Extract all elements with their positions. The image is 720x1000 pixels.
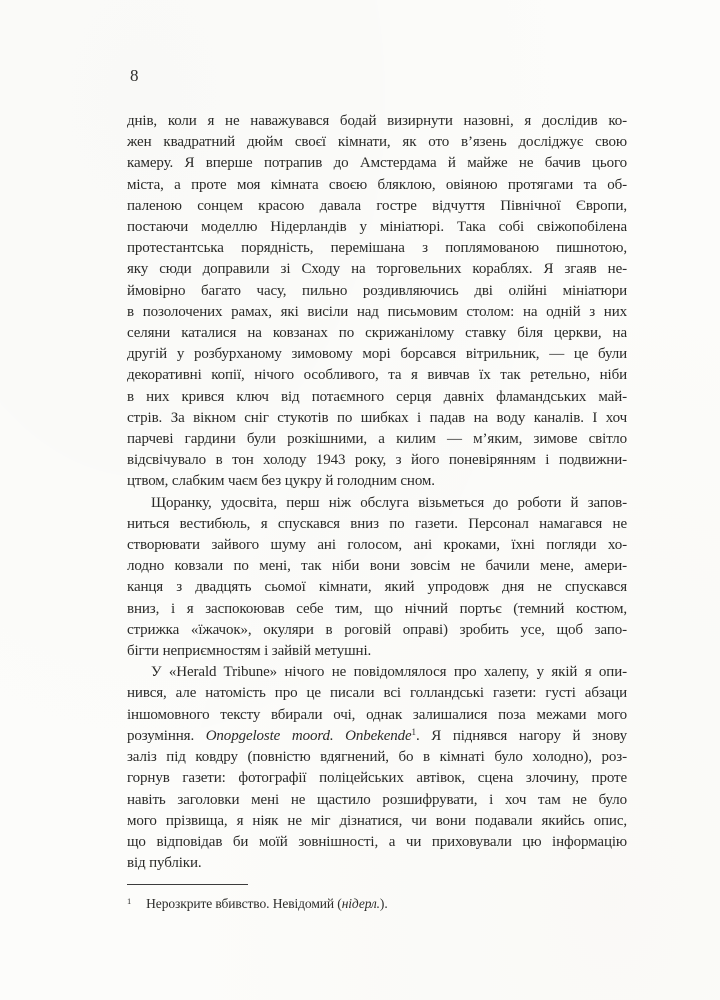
text-line: стрижка «їжачок», окуляри в роговій оправі) зробить усе, щоб запо-: [127, 621, 627, 638]
paragraph: [127, 493, 627, 663]
page-number: 8: [130, 66, 139, 85]
text-line: розуміння. Onopgeloste moord. Onbekende$^1$. Я піднявся нагору й знову: [127, 726, 627, 744]
text-line: нився, але натомість про це писали всі голландські газети: густі абзаци: [127, 685, 627, 702]
text-line: У «Herald Tribune» нічого не повідомлялося про халепу, у якій я опи-: [151, 664, 627, 681]
text-line: міста, а проте моя кімната своєю бляклою, овіяною протягами та об-: [127, 176, 627, 193]
text-line: парчеві гардини були розкішними, а килим — м’яким, зимове світло: [127, 431, 627, 448]
footnote-text-end: ).: [379, 896, 388, 911]
text-line: відсвічувало в тон холоду 1943 року, з його поневірянням і подвижни-: [127, 452, 627, 469]
text-line: паленою сонцем красою давала гостре відчуття Північної Європи,: [127, 197, 627, 214]
text-line: навіть заголовки мені не щастило розшифрувати, і хоч там не було: [127, 791, 627, 808]
text-line: другій у розбурханому зимовому морі борсався вітрильник, — це були: [127, 346, 627, 363]
text-line: вниз, і я заспокоював себе тим, що нічний портьє (темний костюм,: [127, 600, 627, 617]
footnote: [127, 892, 627, 913]
text-line: що відповідав би моїй зовнішності, а чи приховували цю інформацію: [127, 833, 627, 850]
footnote-separator: [127, 884, 248, 885]
text-line: іншомовного тексту вбирали очі, однак залишалися поза межами мого: [127, 706, 627, 723]
text-line: горнув газети: фотографії поліцейських автівок, сцена злочину, проте: [127, 770, 627, 787]
text-line: в них крився ключ від потаємного серця давніх фламандських май-: [127, 388, 627, 405]
text-line: лодно ковзали по мені, так ніби вони зовсім не бачили мене, амери-: [127, 558, 627, 575]
paragraph: [127, 662, 627, 874]
text-line: ниться вестибюль, я спускався вниз по газети. Персонал намагався не: [127, 515, 627, 532]
footnote-marker: 1: [127, 896, 132, 906]
text-line: селяни каталися на ковзанах по скрижанілому ставку біля церкви, на: [127, 325, 627, 342]
body-text: [127, 111, 627, 874]
text-line: постаючи моделлю Нідерландів у мініатюрі. Така собі свіжопобілена: [127, 219, 627, 236]
text-line: камеру. Я вперше потрапив до Амстердама й майже не бачив цього: [127, 155, 627, 172]
footnote-reference: 1: [411, 726, 417, 737]
text-line: створювати зайвого шуму ані голосом, ані кроками, їхні погляди хо-: [127, 537, 627, 554]
foreign-phrase-italic: Onopgeloste moord. Onbekende: [205, 727, 412, 744]
text-line: канця з двадцять сьомої кімнати, який упродовж дня не спускався: [127, 579, 627, 596]
text-line: цтвом, слабким чаєм без цукру й голодним сном.: [127, 473, 435, 490]
text-line: днів, коли я не наважувався бодай визирнути назовні, я дослідив ко-: [127, 113, 627, 129]
text-line: Щоранку, удосвіта, перш ніж обслуга візьметься до роботи й запов-: [151, 494, 627, 511]
text-line: від публіки.: [127, 855, 202, 872]
footnote-text: Нерозкрите вбивство. Невідомий (: [146, 896, 342, 911]
text-line: в позолочених рамах, які висіли над письмовим столом: на одній з них: [127, 303, 627, 320]
text-line: заліз під ковдру (повністю вдягнений, бо в кімнаті було холодно), роз-: [127, 749, 627, 766]
text-line: стрів. За вікном сніг стукотів по шибках і падав на воду каналів. І хоч: [127, 409, 627, 426]
text-line: протестантська порядність, перемішана з поплямованою пишнотою,: [127, 240, 627, 257]
text-line: декоративні копії, нічого особливого, та я вивчав їх так ретельно, ніби: [127, 367, 627, 384]
footnote-language-label: нідерл.: [341, 896, 380, 911]
paragraph: [127, 111, 627, 493]
text-line: жен квадратний дюйм своєї кімнати, як ото в’язень досліджує свою: [127, 134, 627, 151]
text-line: бігти неприємностям і зайвій метушні.: [127, 643, 372, 660]
text-line: яку сюди доправили зі Сходу на торговельних кораблях. Я згаяв не-: [127, 261, 627, 278]
text-line: мого прізвища, я ніяк не міг дізнатися, чи вони подавали якийсь опис,: [127, 812, 627, 829]
text-line: ймовірно багато часу, пильно роздивляючись дві олійні мініатюри: [127, 282, 627, 299]
